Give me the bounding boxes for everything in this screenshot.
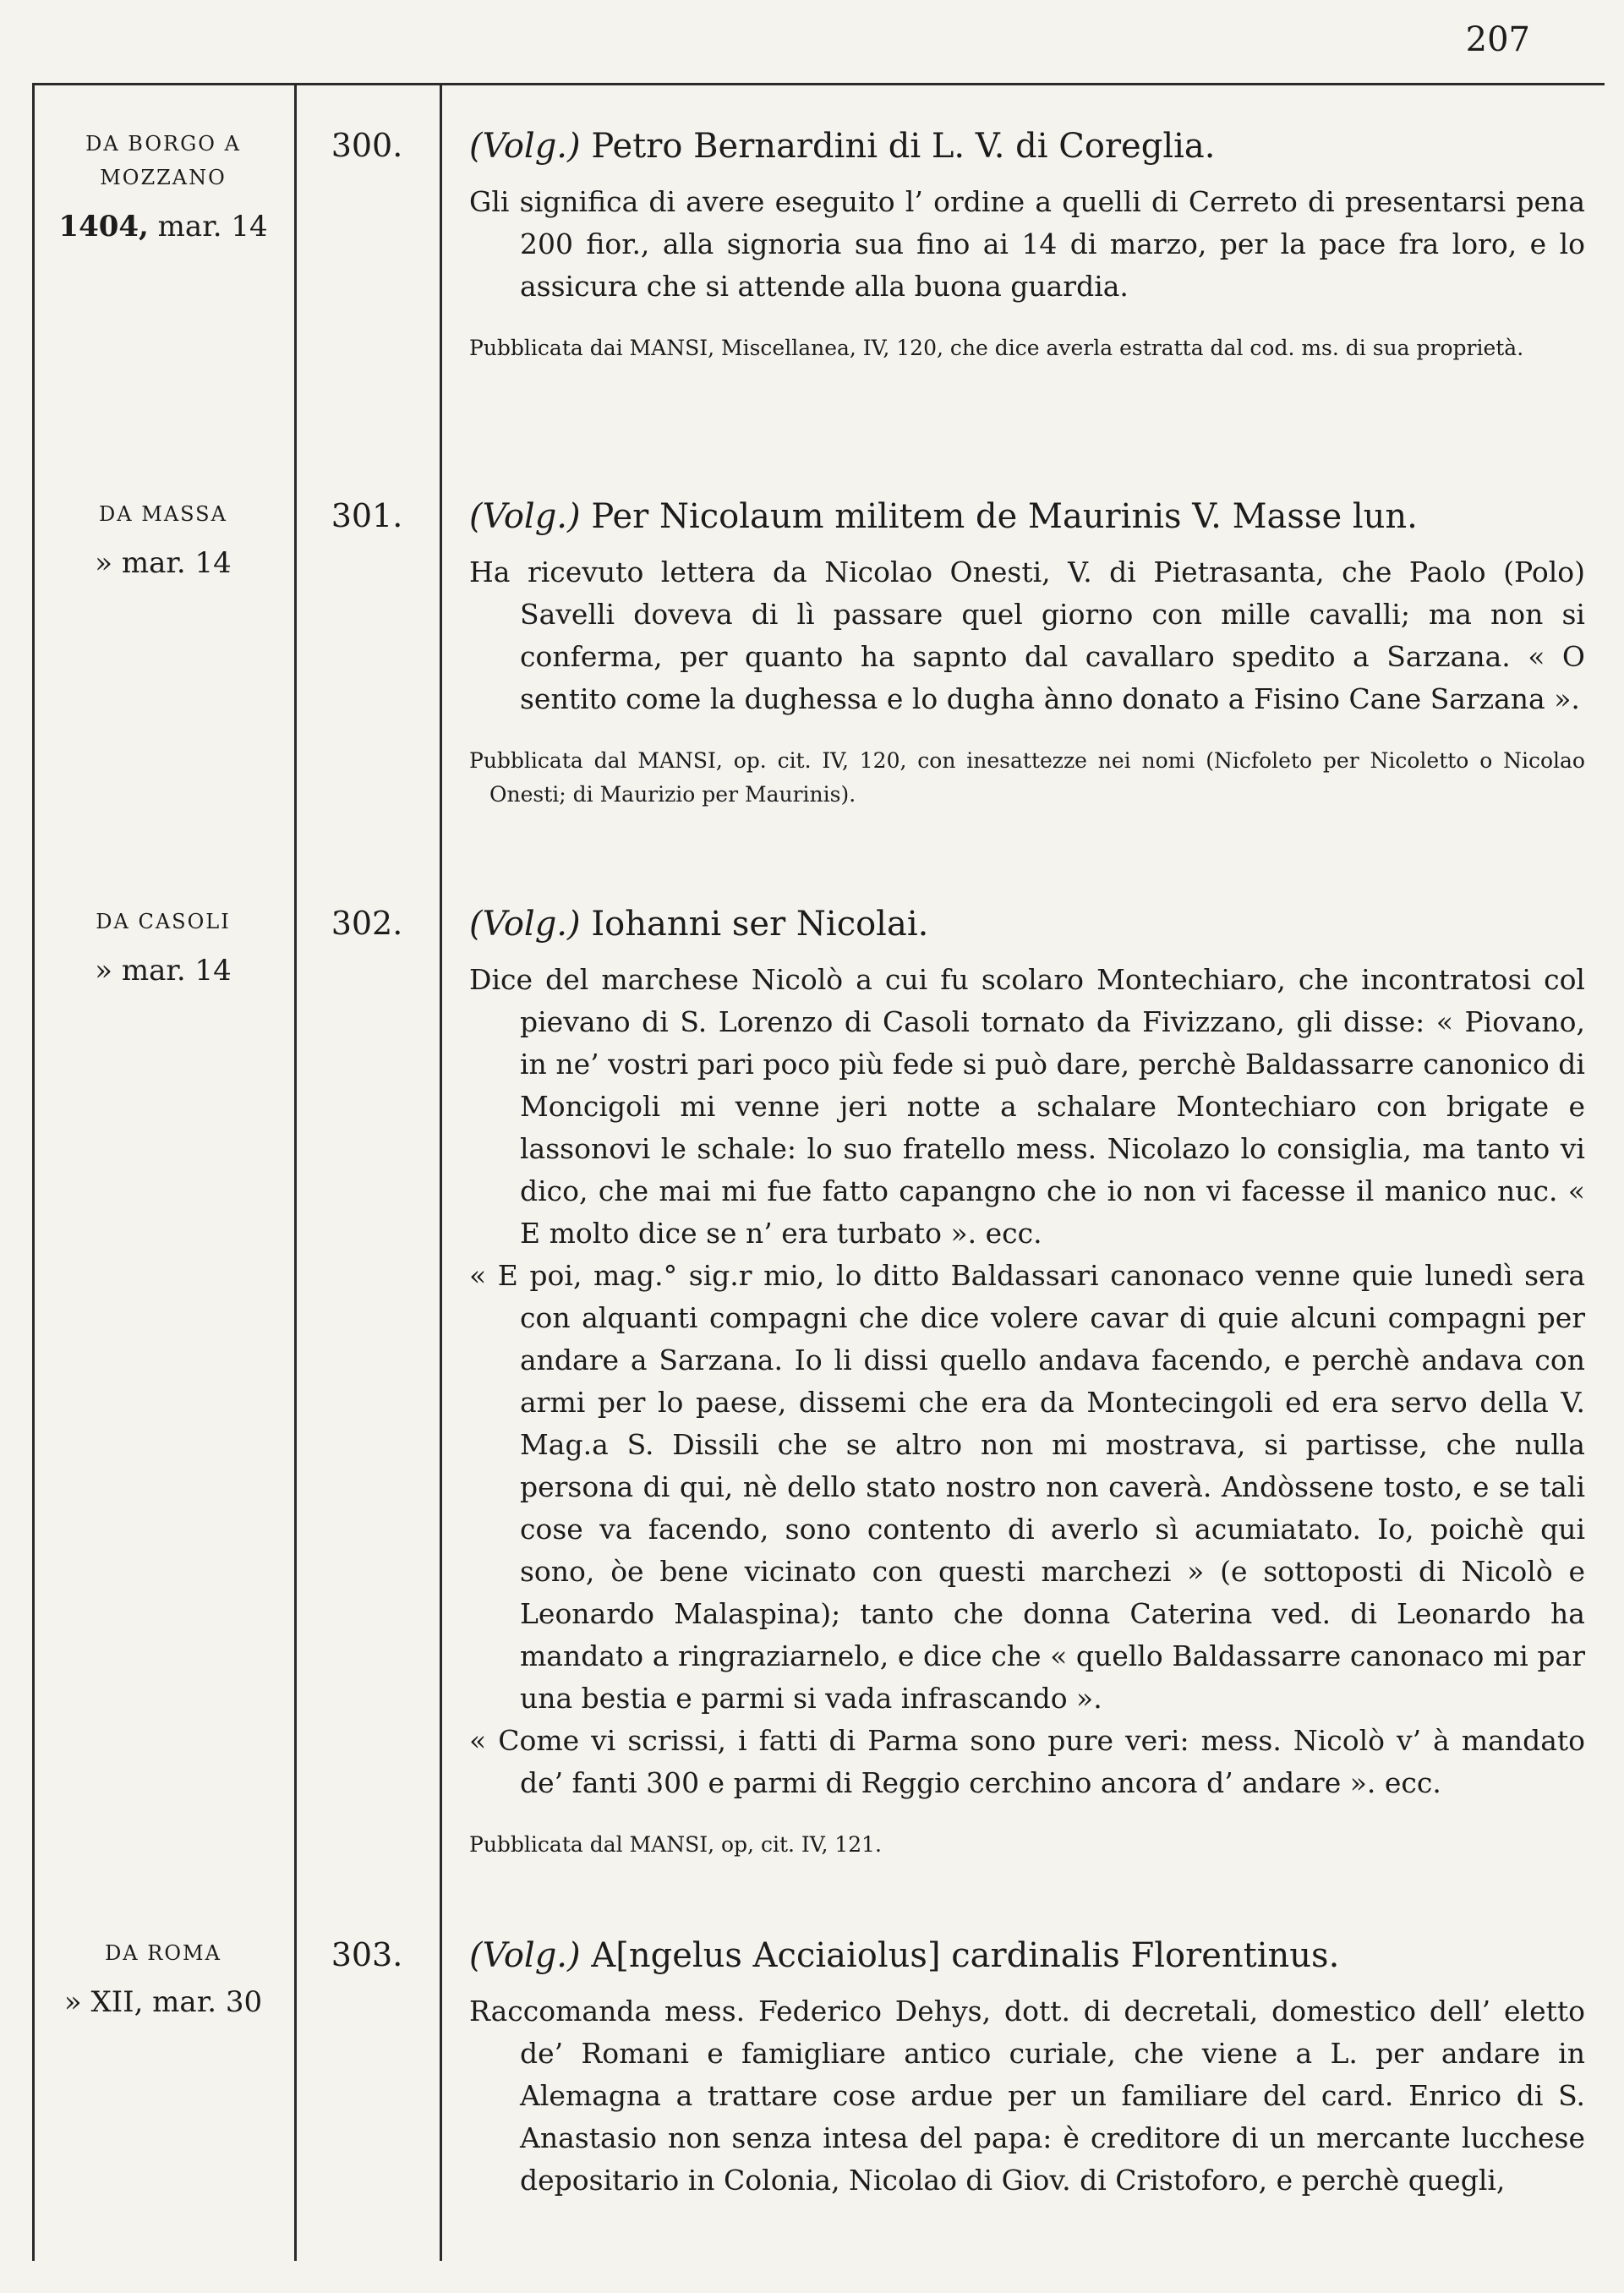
entry-title-prefix: (Volg.) <box>469 905 581 944</box>
entry-title-prefix: (Volg.) <box>469 127 581 166</box>
entry-date: » mar. 14 <box>95 546 232 580</box>
entry-number: 301. <box>331 497 403 534</box>
entry-number: 303. <box>331 1936 403 1973</box>
top-rule <box>32 83 1605 85</box>
entry-place: DA BORGO A MOZZANO <box>85 132 241 189</box>
entry-title <box>469 497 1585 536</box>
entry-title-text: Petro Bernardini di L. V. di Coreglia. <box>580 127 1216 166</box>
entry-title <box>469 905 1585 944</box>
entry-number: 300. <box>331 127 403 164</box>
column-rule-date <box>294 83 297 2261</box>
page-number: 207 <box>1465 20 1530 59</box>
entry-title-text: A[ngelus Acciaiolus] cardinalis Florentinus. <box>580 1936 1340 1975</box>
entry-publication-note: Pubblicata dal MANSI, op. cit. IV, 120, con inesattezze nei nomi (Nicfoleto per Nicoletto o Nicolao Onesti; di Maurizio per Maurinis). <box>469 748 1585 807</box>
entry-title-text: Per Nicolaum militem de Maurinis V. Masse lun. <box>580 497 1418 536</box>
entry-number: 302. <box>331 905 403 942</box>
entry-paragraph: « E poi, mag.° sig.r mio, lo ditto Baldassari canonaco venne quie lunedì sera con alquanti compagni che dice volere cavar di quie alcuni compagni per andare a Sarzana. Io li dissi quello andava facendo, e perchè andava con armi per lo paese, dissemi che era da Montecingoli ed era servo della V. Mag.a S. Dissili che se altro non mi mostrava, si partisse, che nulla persona di qui, nè dello stato nostro non caverà. Andòssene tosto, e se tali cose va facendo, sono contento di averlo sì acumiatato. Io, poichè qui sono, òe bene vicinato con questi marchezi » (e sottoposti di Nicolò e Leonardo Malaspina); tanto che donna Caterina ved. di Leonardo ha mandato a ringraziarnelo, e dice che « quello Baldassarre canonaco mi par una bestia e parmi si vada infrascando ». <box>469 1259 1585 1715</box>
entry-place: DA CASOLI <box>96 910 231 933</box>
entry-paragraph: « Come vi scrissi, i fatti di Parma sono pure veri: mess. Nicolò v’ à mandato de’ fanti 300 e parmi di Reggio cerchino ancora d’ andare ». ecc. <box>469 1724 1585 1799</box>
entry-paragraph: Gli significa di avere eseguito l’ ordine a quelli di Cerreto di presentarsi pena 200 fior., alla signoria sua fino ai 14 di marzo, per la pace fra loro, e lo assicura che si attende alla buona guardia. <box>469 185 1585 303</box>
entry-publication-note: Pubblicata dal MANSI, op, cit. IV, 121. <box>469 1832 883 1857</box>
entry-title-text: Iohanni ser Nicolai. <box>580 905 929 944</box>
entry-publication-note: Pubblicata dai MANSI, Miscellanea, IV, 120, che dice averla estratta dal cod. ms. di sua proprietà. <box>469 336 1524 360</box>
entry-date <box>41 210 286 244</box>
entry-date-year: 1404, <box>58 210 149 244</box>
entry-place: DA ROMA <box>105 1941 221 1965</box>
entry-date-rest: mar. 14 <box>148 210 268 244</box>
entry-date: » XII, mar. 30 <box>63 1985 263 2019</box>
margin-rule-left <box>32 83 35 2261</box>
entry-title-prefix: (Volg.) <box>469 1936 581 1975</box>
entry-title-prefix: (Volg.) <box>469 497 581 536</box>
entry-place: DA MASSA <box>99 502 227 526</box>
column-rule-number <box>440 83 442 2261</box>
entry-paragraph: Ha ricevuto lettera da Nicolao Onesti, V. di Pietrasanta, che Paolo (Polo) Savelli doveva di lì passare quel giorno con mille cavalli; ma non si conferma, per quanto ha sapnto dal cavallaro spedito a Sarzana. « O sentito come la dughessa e lo dugha ànno donato a Fisino Cane Sarzana ». <box>469 555 1585 715</box>
entry-paragraph: Dice del marchese Nicolò a cui fu scolaro Montechiaro, che incontratosi col pievano di S. Lorenzo di Casoli tornato da Fivizzano, gli disse: « Piovano, in ne’ vostri pari poco più fede si può dare, perchè Baldassarre canonico di Moncigoli mi venne jeri notte a schalare Montechiaro con brigate e lassonovi le schale: lo suo fratello mess. Nicolazo lo consiglia, ma tanto vi dico, che mai mi fue fatto capangno che io non vi facesse il manico nuc. « E molto dice se n’ era turbato ». ecc. <box>469 963 1585 1250</box>
entry-date: » mar. 14 <box>95 954 232 988</box>
entry-paragraph: Raccomanda mess. Federico Dehys, dott. di decretali, domestico dell’ eletto de’ Romani e famigliare antico curiale, che viene a L. per andare in Alemagna a trattare cose ardue per un familiare del card. Enrico di S. Anastasio non senza intesa del papa: è creditore di un mercante lucchese depositario in Colonia, Nicolao di Giov. di Cristoforo, e perchè quegli, <box>469 1995 1585 2197</box>
entry-title <box>469 127 1585 166</box>
entry-title <box>469 1936 1585 1975</box>
